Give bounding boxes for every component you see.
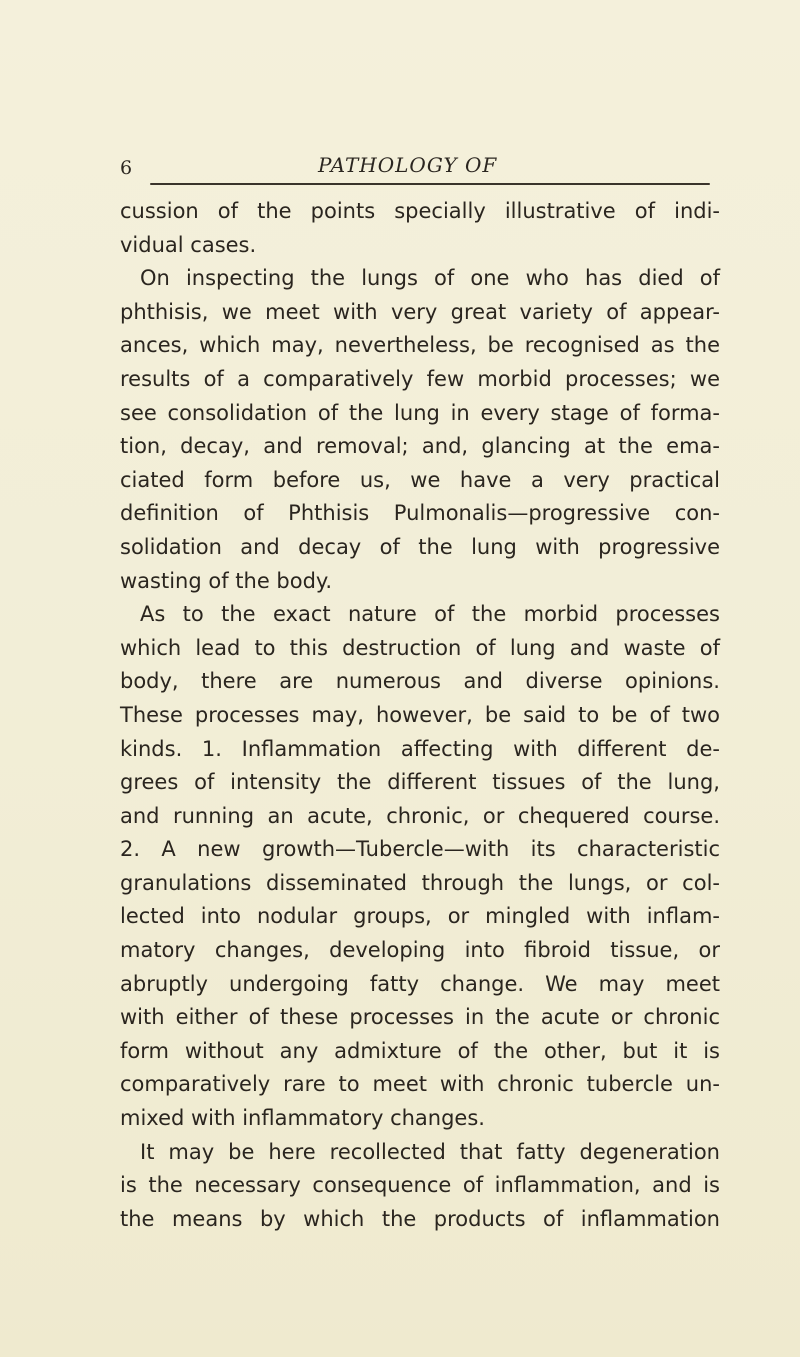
- text-line: body, there are numerous and diverse opinions.: [120, 669, 720, 694]
- text-line: tion, decay, and removal; and, glancing at the ema-: [120, 434, 720, 459]
- text-line: It may be here recollected that fatty degeneration: [140, 1139, 720, 1164]
- text-line: results of a comparatively few morbid processes; we: [120, 366, 720, 391]
- text-line: abruptly undergoing fatty change. We may meet: [120, 971, 720, 996]
- text-line: mixed with inflammatory changes.: [120, 1106, 485, 1131]
- text-line: kinds. 1. Inflammation affecting with different de-: [120, 736, 720, 761]
- text-line: form without any admixture of the other, but it is: [120, 1038, 720, 1063]
- body-text: [120, 195, 720, 1236]
- text-line: which lead to this destruction of lung and waste of: [120, 635, 720, 660]
- text-line: These processes may, however, be said to be of two: [120, 702, 720, 727]
- text-line: lected into nodular groups, or mingled with inflam-: [120, 904, 720, 929]
- text-line: On inspecting the lungs of one who has died of: [140, 266, 720, 291]
- text-line: is the necessary consequence of inflammation, and is: [120, 1173, 720, 1198]
- text-line: As to the exact nature of the morbid processes: [140, 602, 720, 627]
- text-line: solidation and decay of the lung with progressive: [120, 534, 720, 559]
- text-line: comparatively rare to meet with chronic tubercle un-: [120, 1072, 720, 1097]
- text-line: and running an acute, chronic, or chequered course.: [120, 803, 720, 828]
- text-line: matory changes, developing into fibroid tissue, or: [120, 938, 720, 963]
- text-line: the means by which the products of inflammation: [120, 1206, 720, 1231]
- text-line: definition of Phthisis Pulmonalis—progressive con-: [120, 501, 720, 526]
- page-number: 6: [120, 157, 133, 179]
- text-line: grees of intensity the different tissues of the lung,: [120, 770, 720, 795]
- text-line: phthisis, we meet with very great variety of appear-: [120, 299, 720, 324]
- text-line: cussion of the points specially illustrative of indi-: [120, 199, 720, 223]
- running-title: PATHOLOGY OF: [318, 153, 498, 177]
- text-line: see consolidation of the lung in every stage of forma-: [120, 400, 720, 425]
- text-line: vidual cases.: [120, 232, 257, 257]
- header-rule: [150, 183, 710, 185]
- page-header: [0, 145, 800, 185]
- text-line: ciated form before us, we have a very practical: [120, 467, 720, 492]
- text-line: wasting of the body.: [120, 568, 333, 593]
- text-line: granulations disseminated through the lungs, or col-: [120, 870, 720, 895]
- text-line: 2. A new growth—Tubercle—with its characteristic: [120, 837, 720, 862]
- text-line: with either of these processes in the acute or chronic: [120, 1005, 720, 1030]
- text-line: ances, which may, nevertheless, be recognised as the: [120, 333, 720, 358]
